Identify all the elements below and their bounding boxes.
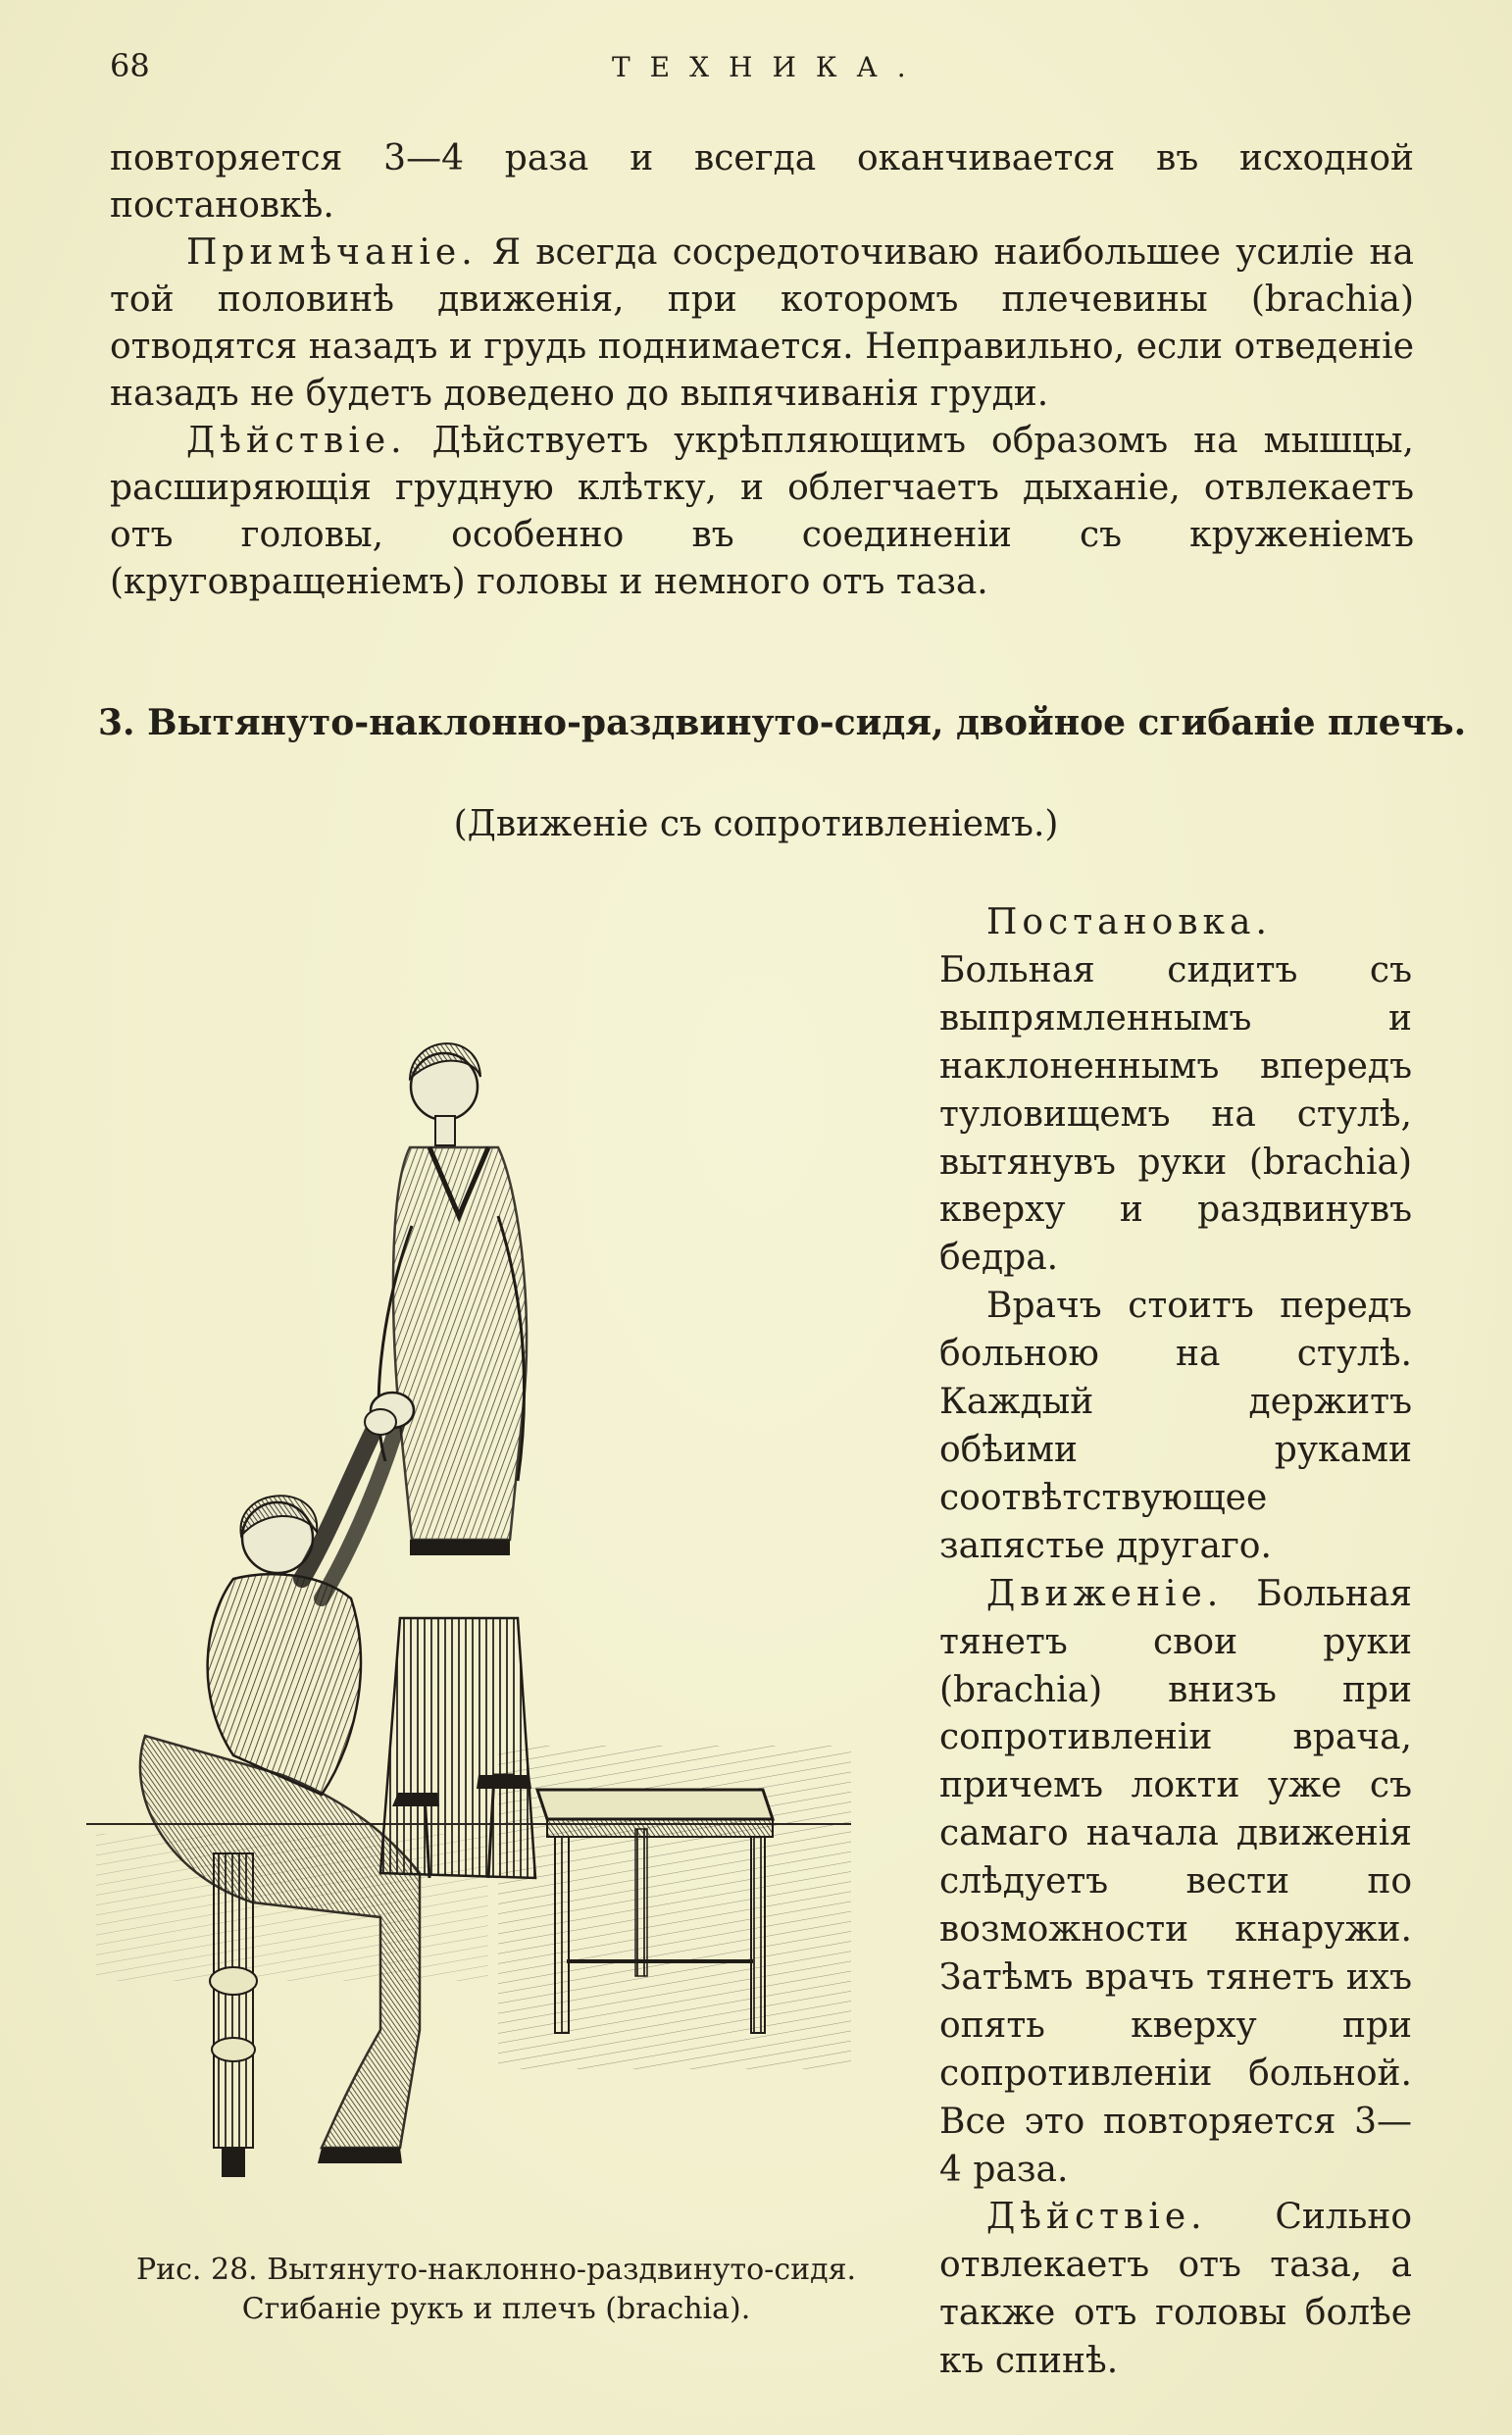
- effect-text: Сильно отвлекаетъ отъ таза, а также отъ головы болѣе къ спинѣ.: [939, 2197, 1412, 2382]
- caption-line-2: Сгибаніе рукъ и плечъ (brachia).: [241, 2292, 751, 2326]
- section-heading: 3. Вытянуто-наклонно-раздвинуто-сидя, двойное сгибаніе плечъ.: [98, 702, 1467, 743]
- setup-label: Постановка.: [986, 902, 1272, 942]
- paragraph-note: [110, 229, 1414, 418]
- figure-illustration: [86, 990, 861, 2197]
- movement-label: Движеніе.: [986, 1573, 1224, 1614]
- figure-caption: [94, 2251, 898, 2329]
- note-text: Я всегда сосредоточиваю наибольшее усиліе на той половинѣ движенія, при которомъ плечевины (brachia) отводятся назадъ и грудь поднимается. Неправильно, если отведеніе назадъ не будетъ доведено до выпячиванія груди.: [110, 232, 1414, 414]
- doctor-figure: [378, 1043, 535, 1878]
- effect-label: Дѣйствіе.: [986, 2197, 1207, 2238]
- paragraph-continued: повторяется 3—4 раза и всегда оканчивается въ исходной постановкѣ.: [110, 138, 1414, 226]
- paragraph-setup: [939, 899, 1412, 1283]
- movement-text: Больная тянетъ свои руки (brachia) внизъ при сопротивленіи врача, причемъ локти уже съ самаго начала движенія слѣдуетъ вести по возможности кнаружи. Затѣмъ врачъ тянетъ ихъ опять кверху при сопротивленіи больной. Все это повторяется 3—4 раза.: [939, 1573, 1412, 2190]
- page-number: 68: [110, 47, 150, 84]
- note-label: Примѣчаніе.: [186, 232, 478, 273]
- action-label: Дѣйствіе.: [186, 421, 407, 461]
- side-text-column: [939, 899, 1412, 2386]
- paragraph-action: [110, 418, 1414, 606]
- page-header: [110, 47, 1418, 96]
- exercise-engraving: [86, 990, 861, 2197]
- action-text: Дѣйствуетъ укрѣпляющимъ образомъ на мышцы, расширяющія грудную клѣтку, и облегчаетъ дыханіе, отвлекаетъ отъ головы, особенно въ соединеніи съ круженіемъ (круговращеніемъ) головы и немного отъ таза.: [110, 421, 1415, 602]
- paragraph-doctor-position: Врачъ стоитъ передъ больною на стулѣ. Каждый держитъ обѣими руками соотвѣтствующее запястье другаго.: [939, 1286, 1412, 1566]
- top-text-section: [110, 135, 1414, 606]
- setup-text: Больная сидитъ съ выпрямленнымъ и наклоненнымъ впередъ туловищемъ на стулѣ, вытянувъ руки (brachia) кверху и раздвинувъ бедра.: [939, 949, 1412, 1279]
- running-title: ТЕХНИКА.: [612, 51, 926, 83]
- paragraph-movement: [939, 1571, 1412, 2195]
- patient-figure: [140, 1402, 420, 2163]
- caption-line-1: Рис. 28. Вытянуто-наклонно-раздвинуто-сидя.: [135, 2253, 857, 2287]
- paragraph-effect: [939, 2194, 1412, 2386]
- section-subheading: (Движеніе съ сопротивленіемъ.): [453, 804, 1059, 844]
